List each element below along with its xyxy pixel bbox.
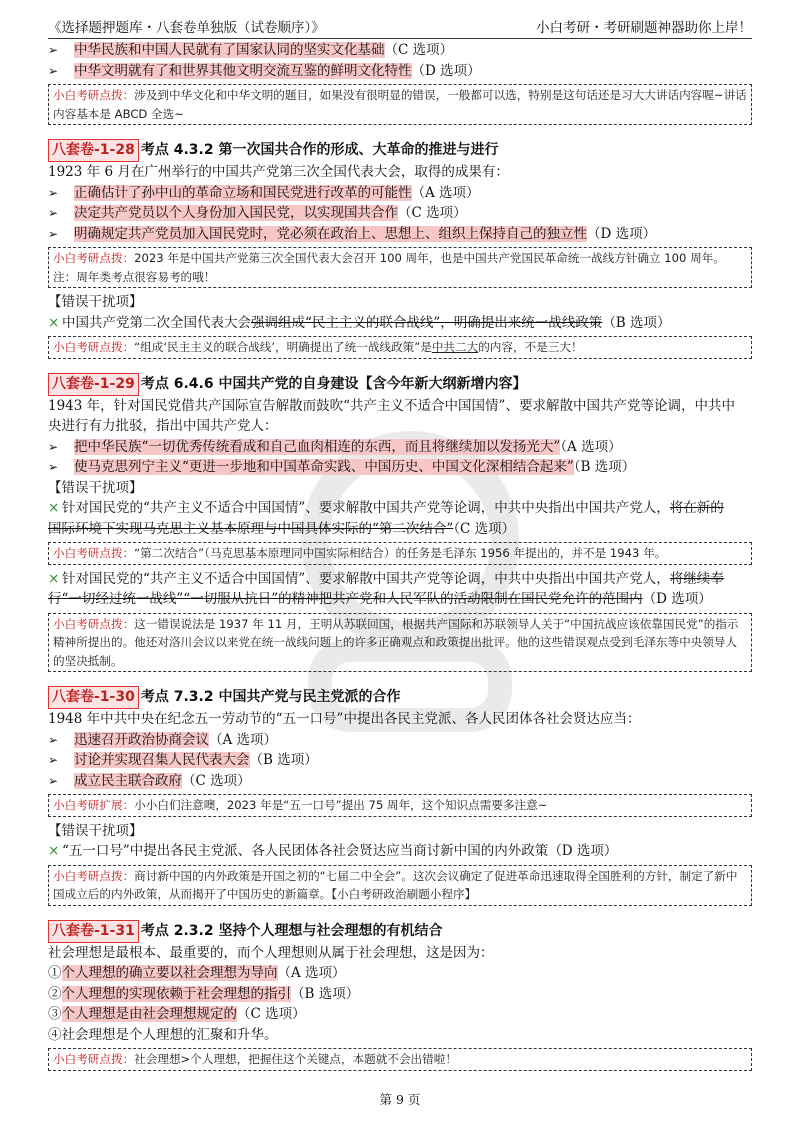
tip-label: 小白考研点拨： — [53, 616, 135, 631]
question-topic: 考点 4.3.2 第一次国共合作的形成、大革命的推进与进行 — [140, 142, 499, 158]
distractor-strike: 将在新的 — [669, 500, 724, 516]
tip-label: 小白考研点拨： — [53, 868, 135, 883]
option-tag: （B 选项） — [291, 985, 360, 1002]
question-topic: 考点 2.3.2 坚持个人理想与社会理想的有机结合 — [140, 922, 443, 939]
option-line — [48, 437, 752, 458]
distractor-strike: 强调组成“民主主义的联合战线”，明确提出来统一战线政策 — [251, 314, 603, 331]
distractor-line — [48, 519, 752, 540]
option-text: 个人理想是由社会理想规定的 — [61, 1006, 237, 1022]
option-tag: （D 选项） — [548, 843, 618, 859]
circled-number-2: ② — [48, 985, 62, 1002]
option-text: 成立民主联合政府 — [74, 772, 182, 789]
question-tag: 八套卷-1-29 — [48, 373, 139, 396]
option-line — [48, 730, 752, 751]
tip-box — [48, 84, 752, 125]
option-line — [48, 61, 752, 82]
distractor-strike: 将继续奉 — [669, 570, 724, 587]
option-text: 个人理想的确立要以社会理想为导向 — [61, 965, 278, 981]
tip-underline: 中共二大 — [431, 340, 479, 354]
tip-box — [48, 865, 752, 906]
tip-label: 小白考研点拨： — [53, 251, 135, 265]
tip-text: 小小白们注意噢，2023 年是“五一口号”提出 75 周年，这个知识点需要多注意~ — [134, 798, 548, 812]
option-tag: （C 选项） — [453, 520, 516, 537]
option-tag: （A 选项） — [209, 731, 278, 748]
header-title: 《选择题押题库・八套卷单独版（试卷顺序）》 — [48, 20, 325, 36]
option-tag: （C 选项） — [384, 42, 454, 58]
distractor-heading: 【错误干扰项】 — [48, 294, 143, 310]
option-tag: （C 选项） — [398, 205, 467, 221]
cross-icon: × — [48, 500, 60, 516]
option-text: 中华文明就有了和世界其他文明交流互鉴的鲜明文化特性 — [74, 62, 412, 79]
arrow-bullet-icon: ➢ — [48, 206, 59, 220]
option-text: 明确规定共产党员加入国民党时，党必须在政治上、思想上、组织上保持自己的独立性 — [74, 225, 587, 242]
page-number: 第 9 页 — [379, 1092, 421, 1107]
distractor-text: 中国共产党第二次全国代表大会 — [62, 314, 251, 331]
option-tag: （A 选项） — [411, 184, 480, 201]
question-stem: 社会理想是最根本、最重要的，而个人理想则从属于社会理想，这是因为： — [48, 944, 494, 961]
tip-text: “第二次结合”（马克思基本原理同中国实际相结合）的任务是毛泽东 1956 年提出的，并不是 1943 年。 — [134, 546, 667, 560]
distractor-text: 针对国民党的“共产主义不适合中国国情”、要求解散中国共产党等论调，中共中央指出中国共产党人， — [62, 570, 670, 587]
arrow-bullet-icon: ➢ — [48, 439, 59, 454]
tip-box — [48, 336, 752, 359]
option-line — [48, 40, 752, 61]
option-text: 把中华民族“一切优秀传统看成和自己血肉相连的东西，而且将继续加以发扬光大” — [74, 438, 561, 455]
distractor-line — [48, 841, 752, 862]
arrow-bullet-icon: ➢ — [48, 226, 59, 241]
circled-number-4: ④ — [48, 1026, 62, 1043]
question-heading — [48, 373, 752, 396]
question-heading — [48, 686, 752, 709]
arrow-bullet-icon: ➢ — [48, 460, 59, 474]
option-line — [48, 1004, 752, 1025]
question-stem: 1923 年 6 月在广州举行的中国共产党第三次全国代表大会，取得的成果有： — [48, 164, 509, 180]
distractor-strike: 国际环境下实现马克思主义基本原理与中国具体实际的“第二次结合” — [48, 520, 454, 537]
tip-text: “组成‘民主主义的联合战线’，明确提出了统一战线政策”是 — [134, 340, 432, 354]
arrow-bullet-icon: ➢ — [48, 185, 59, 200]
tip-text: 涉及到中华文化和中华文明的题目，如果没有很明显的错误，一般都可以选，特别是这句话还是习大大讲话内容喔~讲话内容基本是 ABCD 全选~ — [53, 88, 747, 121]
distractor-strike: 行“一切经过统一战线”“一切服从抗日”的精神把共产党和人民军队的活动限制在国民党允许的范围内 — [48, 591, 643, 607]
cross-icon: × — [48, 314, 60, 331]
question-tag: 八套卷-1-28 — [48, 139, 139, 162]
question-heading — [48, 920, 752, 943]
option-line — [48, 771, 752, 792]
distractor-heading: 【错误干扰项】 — [48, 479, 143, 496]
arrow-bullet-icon: ➢ — [48, 43, 59, 57]
option-text: 个人理想的实现依赖于社会理想的指引 — [61, 985, 291, 1002]
question-tag: 八套卷-1-31 — [48, 920, 139, 943]
option-tag: （B 选项） — [573, 459, 636, 475]
distractor-line — [48, 569, 752, 590]
circled-number-1: ① — [48, 965, 62, 981]
tip-label: 小白考研点拨： — [53, 1052, 135, 1066]
option-line — [48, 963, 752, 984]
option-text: 使马克思列宁主义“更进一步地和中国革命实践、中国历史、中国文化深相结合起来” — [74, 459, 574, 475]
question-stem: 1948 年中共中央在纪念五一劳动节的“五一口号”中提出各民主党派、各人民团体各社会贤达应当： — [48, 711, 641, 727]
option-text: 社会理想是个人理想的汇聚和升华。 — [61, 1026, 278, 1043]
option-text: 决定共产党员以个人身份加入国民党，以实现国共合作 — [74, 205, 398, 221]
question-stem: 1943 年，针对国民党借共产国际宣告解散而鼓吹“共产主义不适合中国国情”、要求解散中国共产党等论调，中共中 — [48, 397, 735, 414]
option-line — [48, 1025, 752, 1046]
tip-label: 小白考研扩展： — [53, 798, 135, 812]
arrow-bullet-icon: ➢ — [48, 773, 59, 788]
distractor-heading: 【错误干扰项】 — [48, 822, 143, 839]
option-tag: （C 选项） — [237, 1006, 306, 1022]
distractor-text: “五一口号”中提出各民主党派、各人民团体各社会贤达应当商讨新中国的内外政策 — [62, 843, 549, 859]
distractor-line — [48, 313, 752, 334]
tip-text: 商讨新中国的内外政策是开国之初的“七届二中全会”。这次会议确定了促进革命迅速取得全国胜利的方针，制定了新中国成立后的内外政策，从而揭开了中国历史的新篇章。【小白考研政治刷题小程序】 — [53, 868, 738, 901]
option-tag: （B 选项） — [602, 314, 671, 331]
option-line — [48, 457, 752, 478]
option-line — [48, 203, 752, 224]
tip-box — [48, 613, 752, 673]
tip-text: 社会理想>个人理想，把握住这个关键点，本题就不会出错啦！ — [134, 1052, 457, 1066]
distractor-text: 针对国民党的“共产主义不适合中国国情”、要求解散中国共产党等论调，中共中央指出中国共产党人， — [62, 500, 670, 516]
option-text: 正确估计了孙中山的革命立场和国民党进行改革的可能性 — [74, 184, 412, 201]
distractor-line — [48, 589, 752, 610]
tip-label: 小白考研点拨： — [53, 546, 135, 560]
circled-number-3: ③ — [48, 1006, 62, 1022]
option-tag: （B 选项） — [249, 752, 318, 768]
header-slogan: 小白考研・考研刷题神器助你上岸！ — [536, 20, 752, 36]
option-line — [48, 750, 752, 771]
page-header — [48, 12, 752, 39]
question-topic: 考点 7.3.2 中国共产党与民主党派的合作 — [140, 689, 401, 705]
cross-icon: × — [48, 843, 60, 859]
option-tag: （C 选项） — [182, 772, 251, 789]
tip-text: 这一错误说法是 1937 年 11 月，王明从苏联回国，根据共产国际和苏联领导人关于“中国抗战应该依靠国民党”的指示精神所提出的。他还对洛川会议以来党在统一战线问题上的许多正确观点和政策提出批评。他的这些错误观点受到毛泽东等中央领导人的坚决抵制。 — [53, 616, 739, 668]
option-tag: （D 选项） — [411, 62, 481, 79]
tip-label: 小白考研点拨： — [53, 88, 135, 102]
option-text: 中华民族和中国人民就有了国家认同的坚实文化基础 — [74, 42, 385, 58]
option-line — [48, 984, 752, 1005]
tip-box — [48, 794, 752, 817]
tip-box — [48, 542, 752, 565]
question-tag: 八套卷-1-30 — [48, 686, 139, 709]
question-heading — [48, 139, 752, 162]
question-topic: 考点 6.4.6 中国共产党的自身建设【含今年新大纲新增内容】 — [140, 375, 527, 392]
page-content — [48, 40, 752, 1075]
option-tag: （A 选项） — [277, 965, 346, 981]
arrow-bullet-icon: ➢ — [48, 732, 59, 747]
tip-text: 2023 年是中国共产党第三次全国代表大会召开 100 周年，也是中国共产党国民革命统一战线方针确立 100 周年。注：周年类考点很容易考的哦！ — [53, 251, 725, 284]
cross-icon: × — [48, 570, 60, 587]
option-tag: （A 选项） — [560, 438, 622, 455]
option-tag: （D 选项） — [587, 225, 657, 242]
tip-box — [48, 247, 752, 288]
option-line — [48, 224, 752, 245]
option-text: 讨论并实现召集人民代表大会 — [74, 752, 250, 768]
option-line — [48, 183, 752, 204]
tip-box — [48, 1048, 752, 1071]
option-text: 迅速召开政治协商会议 — [74, 731, 209, 748]
arrow-bullet-icon: ➢ — [48, 63, 59, 78]
question-stem: 央进行有力批驳，指出中国共产党人： — [48, 418, 278, 434]
distractor-line — [48, 498, 752, 519]
arrow-bullet-icon: ➢ — [48, 753, 59, 767]
tip-text: 的内容，不是三大！ — [478, 340, 583, 354]
tip-label: 小白考研点拨： — [53, 340, 135, 354]
option-tag: （D 选项） — [642, 591, 712, 607]
